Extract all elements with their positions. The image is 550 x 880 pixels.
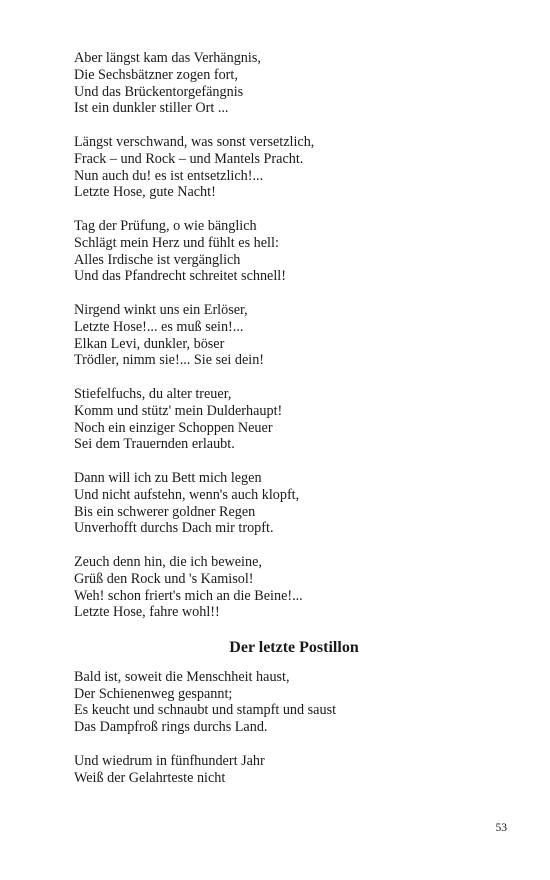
- verse-line: Zeuch denn hin, die ich beweine,: [74, 553, 262, 570]
- poem-title: Der letzte Postillon: [229, 638, 359, 656]
- verse-line: Bis ein schwerer goldner Regen: [74, 503, 256, 520]
- verse-line: Komm und stütz' mein Dulderhaupt!: [74, 402, 283, 419]
- verse-line: Das Dampfroß rings durchs Land.: [74, 719, 268, 736]
- verse-line: Und wiedrum in fünfhundert Jahr: [74, 752, 265, 769]
- verse-line: Weh! schon friert's mich an die Beine!...: [74, 587, 303, 604]
- verse-line: Letzte Hose, fahre wohl!!: [74, 604, 220, 621]
- verse-line: Ist ein dunkler stiller Ort ...: [74, 100, 229, 117]
- verse-line: Unverhofft durchs Dach mir tropft.: [74, 520, 274, 537]
- verse-line: Aber längst kam das Verhängnis,: [74, 50, 261, 66]
- verse-line: Längst verschwand, was sonst versetzlich,: [74, 133, 315, 150]
- verse-line: Stiefelfuchs, du alter treuer,: [74, 385, 232, 402]
- stanza: [74, 554, 514, 621]
- verse-line: Schlägt mein Herz und fühlt es hell:: [74, 234, 279, 251]
- stanza: [74, 302, 514, 369]
- verse-line: Alles Irdische ist vergänglich: [74, 251, 241, 268]
- stanza: [74, 218, 514, 285]
- verse-line: Dann will ich zu Bett mich legen: [74, 469, 262, 486]
- verse-line: Nun auch du! es ist entsetzlich!...: [74, 167, 264, 184]
- verse-line: Nirgend winkt uns ein Erlöser,: [74, 301, 248, 318]
- poem-letzte-hose: [74, 50, 514, 621]
- verse-line: Letzte Hose!... es muß sein!...: [74, 318, 244, 335]
- verse-line: Tag der Prüfung, o wie bänglich: [74, 217, 257, 234]
- stanza: [74, 753, 514, 787]
- poem-der-letzte-postillon: [74, 638, 514, 787]
- verse-line: Grüß den Rock und 's Kamisol!: [74, 570, 254, 587]
- verse-line: Und das Brückentorgefängnis: [74, 83, 244, 100]
- verse-line: Der Schienenweg gespannt;: [74, 685, 233, 702]
- verse-line: Noch ein einziger Schoppen Neuer: [74, 419, 273, 436]
- verse-line: Es keucht und schnaubt und stampft und saust: [74, 702, 337, 719]
- verse-line: Trödler, nimm sie!... Sie sei dein!: [74, 352, 265, 369]
- verse-line: Und das Pfandrecht schreitet schnell!: [74, 268, 286, 285]
- stanza: [74, 669, 514, 736]
- page-number: 53: [495, 822, 507, 834]
- verse-line: Bald ist, soweit die Menschheit haust,: [74, 668, 290, 685]
- verse-line: Elkan Levi, dunkler, böser: [74, 335, 225, 352]
- stanza: [74, 134, 514, 201]
- verse-line: Weiß der Gelahrteste nicht: [74, 769, 226, 786]
- stanza: [74, 50, 514, 117]
- stanza: [74, 386, 514, 453]
- stanza: [74, 470, 514, 537]
- verse-line: Die Sechsbätzner zogen fort,: [74, 66, 238, 83]
- verse-line: Sei dem Trauernden erlaubt.: [74, 436, 235, 453]
- page-text: [74, 50, 514, 803]
- verse-line: Frack – und Rock – und Mantels Pracht.: [74, 150, 304, 167]
- poem-stanzas: [74, 669, 514, 787]
- verse-line: Und nicht aufstehn, wenn's auch klopft,: [74, 486, 300, 503]
- verse-line: Letzte Hose, gute Nacht!: [74, 184, 216, 201]
